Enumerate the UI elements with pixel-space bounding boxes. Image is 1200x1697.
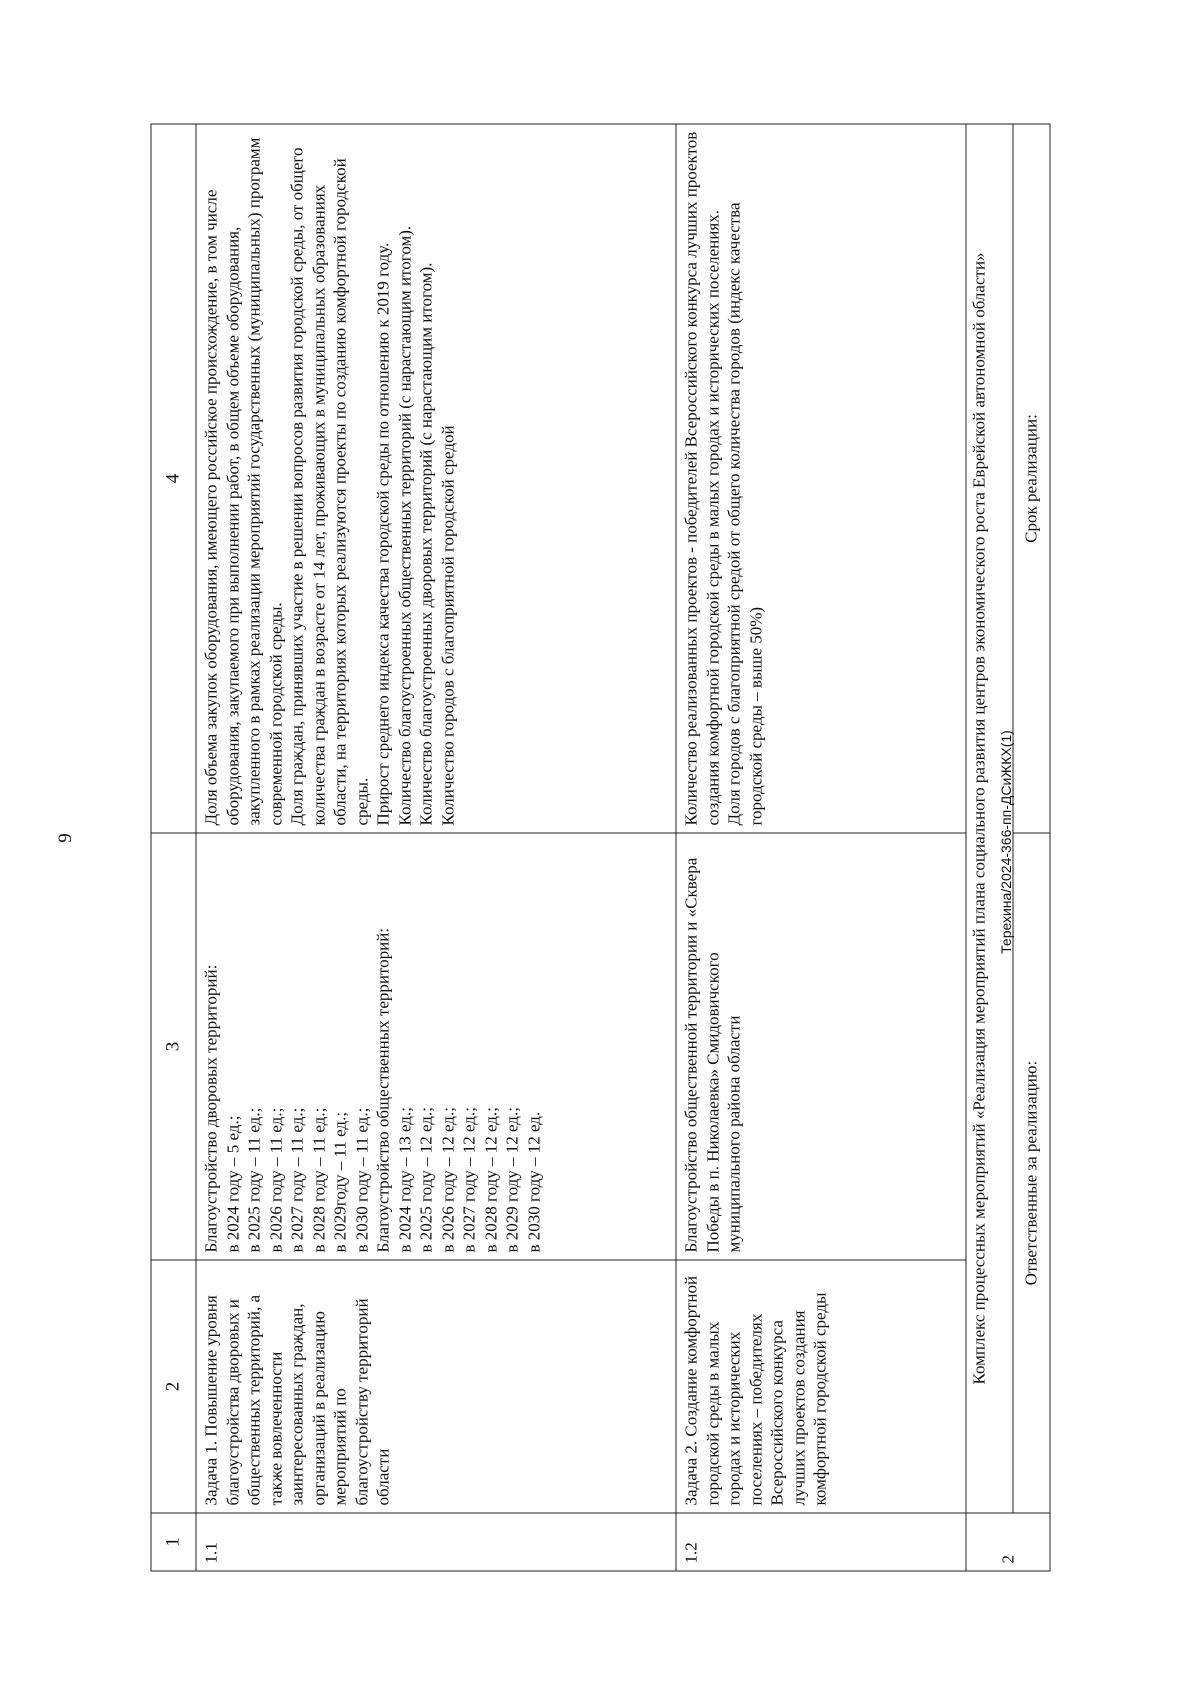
header-col-3: 3 bbox=[151, 833, 196, 1260]
program-table bbox=[150, 124, 1050, 1572]
indicators-cell: Доля объема закупок оборудования, имеющего российское происхождение, в том числе оборудования, закупаемого при выполнении работ, в общем объеме оборудования, закупленного в рамках реализации мероприятий государственных (муниципальных) программ современной городской среды. Доля граждан, принявших участие в решении вопросов развития городской среды, от общего количества граждан в возрасте от 14 лет, проживающих в муниципальных образованиях области, на территориях которых реализуются проекты по созданию комфортной городской среды. Прирост среднего индекса качества городской среды по отношению к 2019 году. Количество благоустроенных общественных территорий (с нарастающим итогом). Количество благоустроенных дворовых территорий (с нарастающим итогом). Количество городов с благоприятной городской средой bbox=[196, 124, 676, 833]
indicators-cell: Количество реализованных проектов - победителей Всероссийского конкурса лучших проектов создания комфортной городской среды в малых городах и исторических поселениях. Доля городов с благоприятной средой от общего количества городов (индекс качества городской среды – выше 50%) bbox=[676, 124, 966, 833]
row-number: 1.2 bbox=[676, 1513, 966, 1571]
result-cell: Благоустройство дворовых территорий: в 2024 году – 5 ед.; в 2025 году – 11 ед.; в 2026 году – 11 ед.; в 2027 году – 11 ед.; в 2028 году – 11 ед.; в 2029году – 11 ед.; в 2030 году – 11 ед.; Благоустройство общественных территорий: в 2024 году – 13 ед.; в 2025 году – 12 ед.; в 2026 году – 12 ед.; в 2027 году – 12 ед.; в 2028 году – 12 ед.; в 2029 году – 12 ед.; в 2030 году – 12 ед. bbox=[196, 833, 676, 1260]
complex-title: Комплекс процессных мероприятий «Реализация мероприятий плана социального развития центров экономического роста Еврейской автономной области» bbox=[966, 124, 1013, 1513]
table-row bbox=[196, 124, 676, 1571]
result-cell: Благоустройство общественной территории и «Сквера Победы в п. Николаевка» Смидовичского муниципального района области bbox=[676, 833, 966, 1260]
document-code: Терехина/2024-366-пп-ДСиЖКХ(1) bbox=[998, 730, 1014, 954]
header-col-2: 2 bbox=[151, 1260, 196, 1513]
deadline-label: Срок реализации: bbox=[1013, 124, 1050, 833]
responsible-row bbox=[1013, 124, 1050, 1571]
task-cell: Задача 2. Создание комфортной городской среды в малых городах и исторических поселениях – победителях Всероссийского конкурса лучших проектов создания комфортной городской среды bbox=[676, 1260, 966, 1513]
rotated-table-wrapper bbox=[150, 125, 1050, 1572]
row-number: 2 bbox=[966, 1513, 1050, 1571]
task-cell: Задача 1. Повышение уровня благоустройства дворовых и общественных территорий, а также вовлеченности заинтересованных граждан, организаций в реализацию мероприятий по благоустройству территорий области bbox=[196, 1260, 676, 1513]
row-number: 1.1 bbox=[196, 1513, 676, 1571]
responsible-label: Ответственные за реализацию: bbox=[1013, 833, 1050, 1513]
page-number: 9 bbox=[55, 833, 76, 843]
table-row bbox=[676, 124, 966, 1571]
header-col-1: 1 bbox=[151, 1513, 196, 1571]
header-row bbox=[151, 124, 196, 1571]
header-col-4: 4 bbox=[151, 124, 196, 833]
